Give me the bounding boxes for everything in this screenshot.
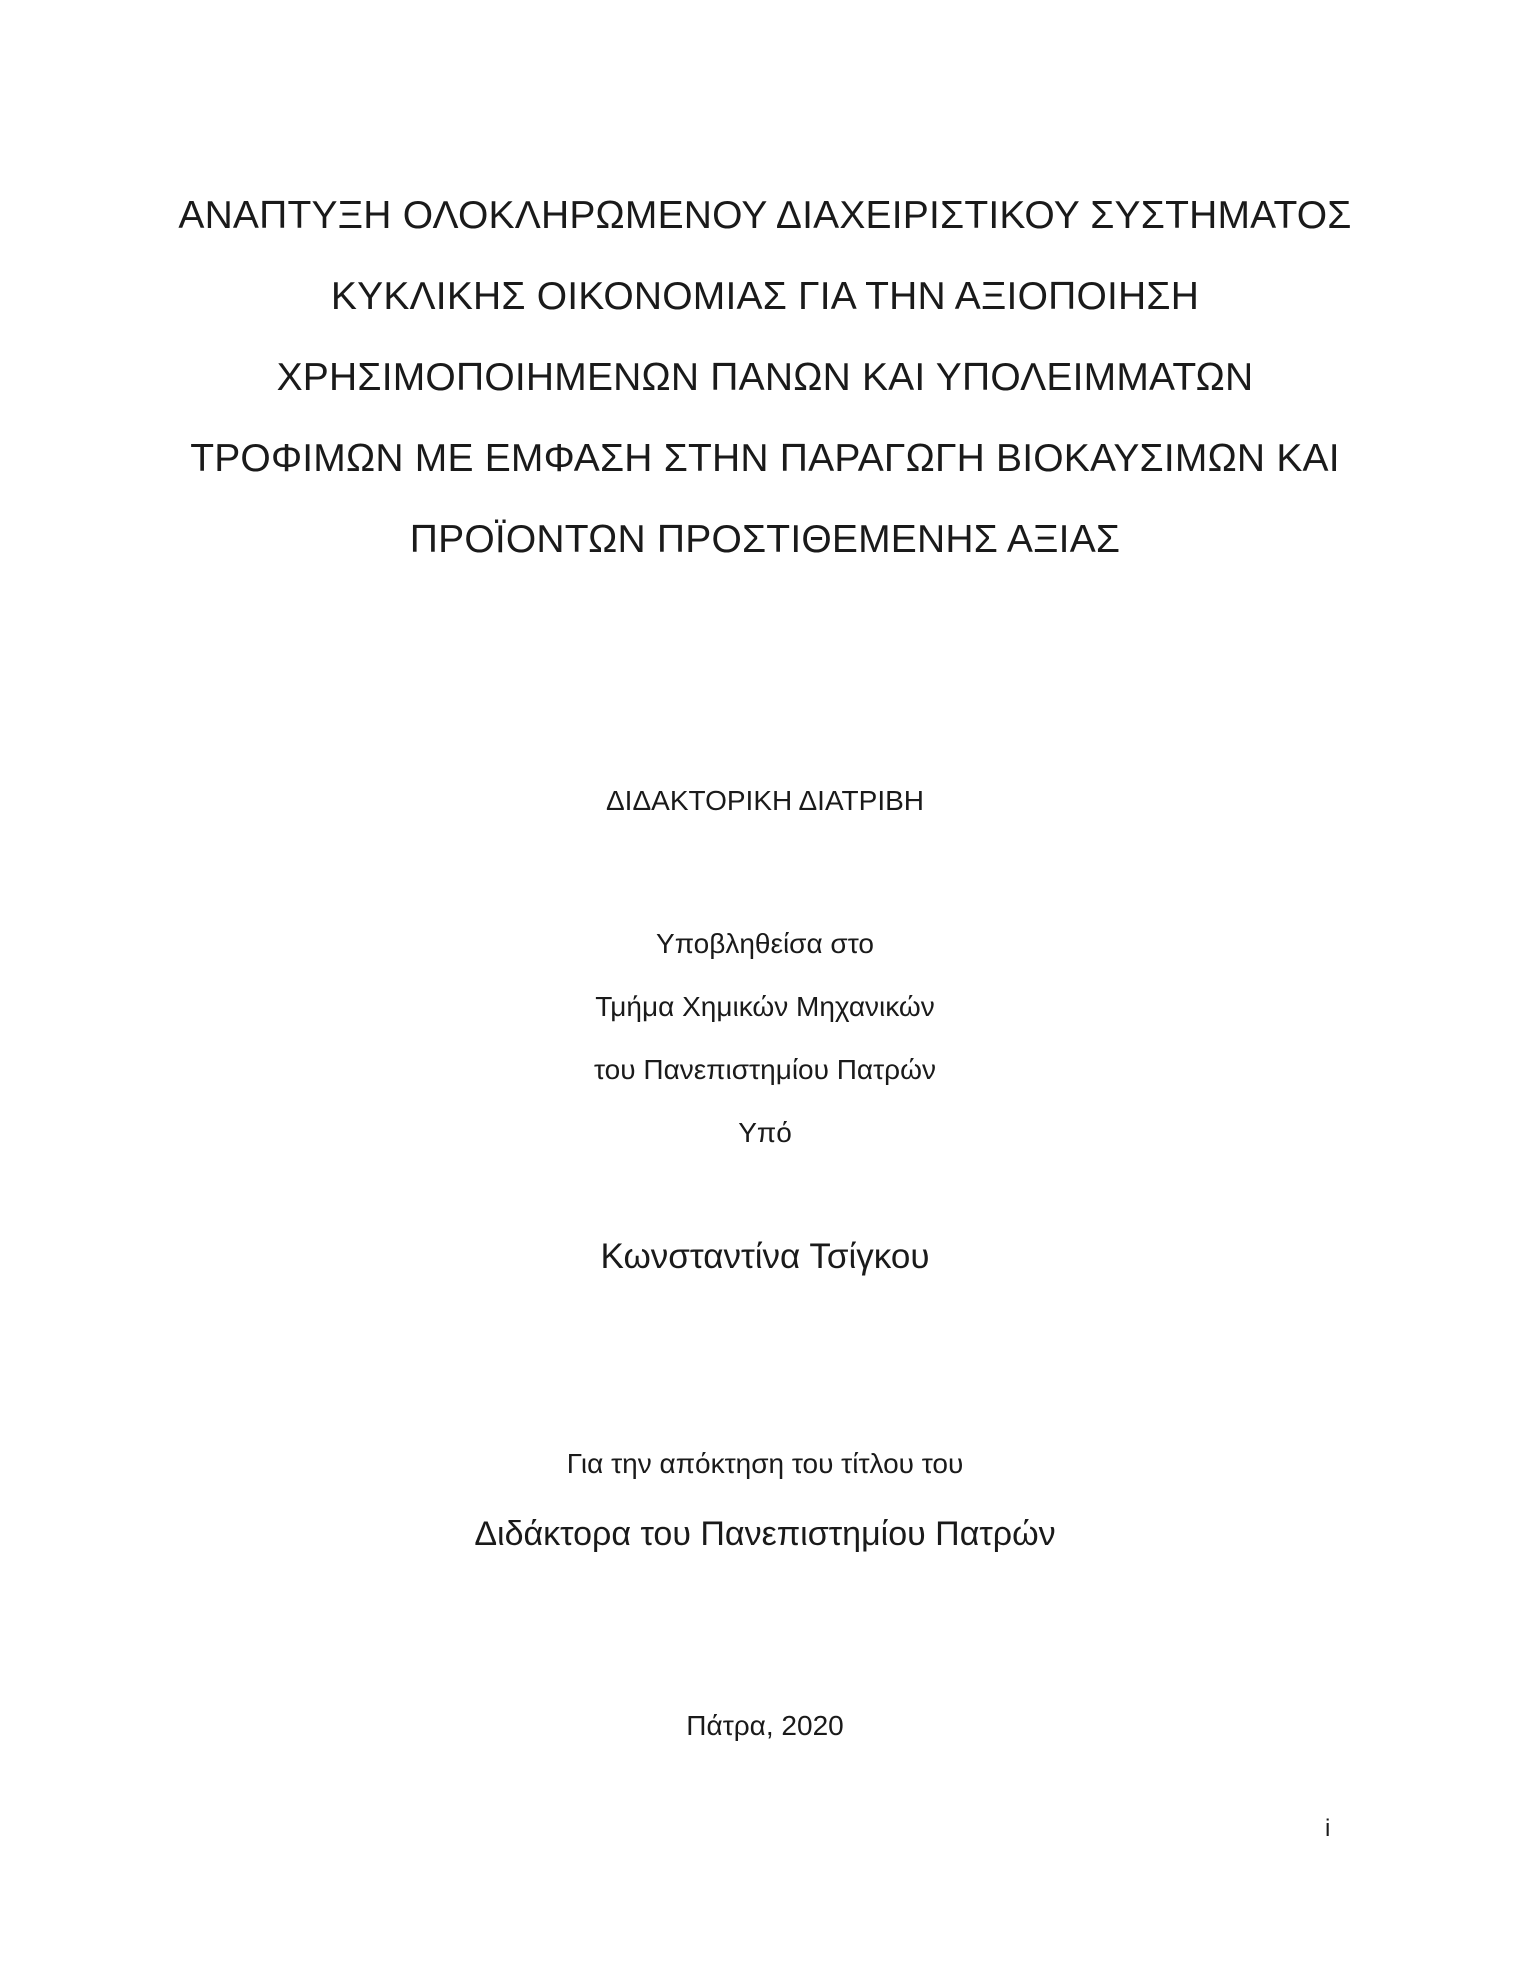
page-number: i — [1325, 1815, 1331, 1842]
thesis-title-line: ΠΡΟΪΟΝΤΩΝ ΠΡΟΣΤΙΘΕΜΕΝΗΣ ΑΞΙΑΣ — [409, 518, 1121, 561]
author-name: Κωνσταντίνα Τσίγκου — [600, 1237, 930, 1276]
thesis-title-line: ΚΥΚΛΙΚΗΣ ΟΙΚΟΝΟΜΙΑΣ ΓΙΑ ΤΗΝ ΑΞΙΟΠΟΙΗΣΗ — [330, 275, 1200, 318]
submission-info — [0, 912, 1530, 1164]
document-type: ΔΙΔΑΚΤΟΡΙΚΗ ΔΙΑΤΡΙΒΗ — [605, 785, 925, 816]
thesis-title-line: ΧΡΗΣΙΜΟΠΟΙΗΜΕΝΩΝ ΠΑΝΩΝ ΚΑΙ ΥΠΟΛΕΙΜΜΑΤΩΝ — [276, 356, 1254, 399]
place-and-date: Πάτρα, 2020 — [686, 1710, 844, 1741]
degree-purpose: Για την απόκτηση του τίτλου του — [566, 1448, 964, 1479]
thesis-title — [150, 175, 1380, 580]
submission-line: Υποβληθείσα στο — [656, 928, 874, 959]
thesis-title-line: ΑΝΑΠΤΥΞΗ ΟΛΟΚΛΗΡΩΜΕΝΟΥ ΔΙΑΧΕΙΡΙΣΤΙΚΟΥ ΣΥΣΤΗΜΑΤΟΣ — [178, 194, 1352, 237]
degree-title: Διδάκτορα του Πανεπιστημίου Πατρών — [474, 1515, 1056, 1553]
submission-line: Τμήμα Χημικών Μηχανικών — [595, 991, 935, 1022]
submission-line: Υπό — [738, 1117, 792, 1148]
thesis-title-line: ΤΡΟΦΙΜΩΝ ΜΕ ΕΜΦΑΣΗ ΣΤΗΝ ΠΑΡΑΓΩΓΗ ΒΙΟΚΑΥΣΙΜΩΝ ΚΑΙ — [190, 437, 1340, 480]
submission-line: του Πανεπιστημίου Πατρών — [594, 1054, 936, 1085]
